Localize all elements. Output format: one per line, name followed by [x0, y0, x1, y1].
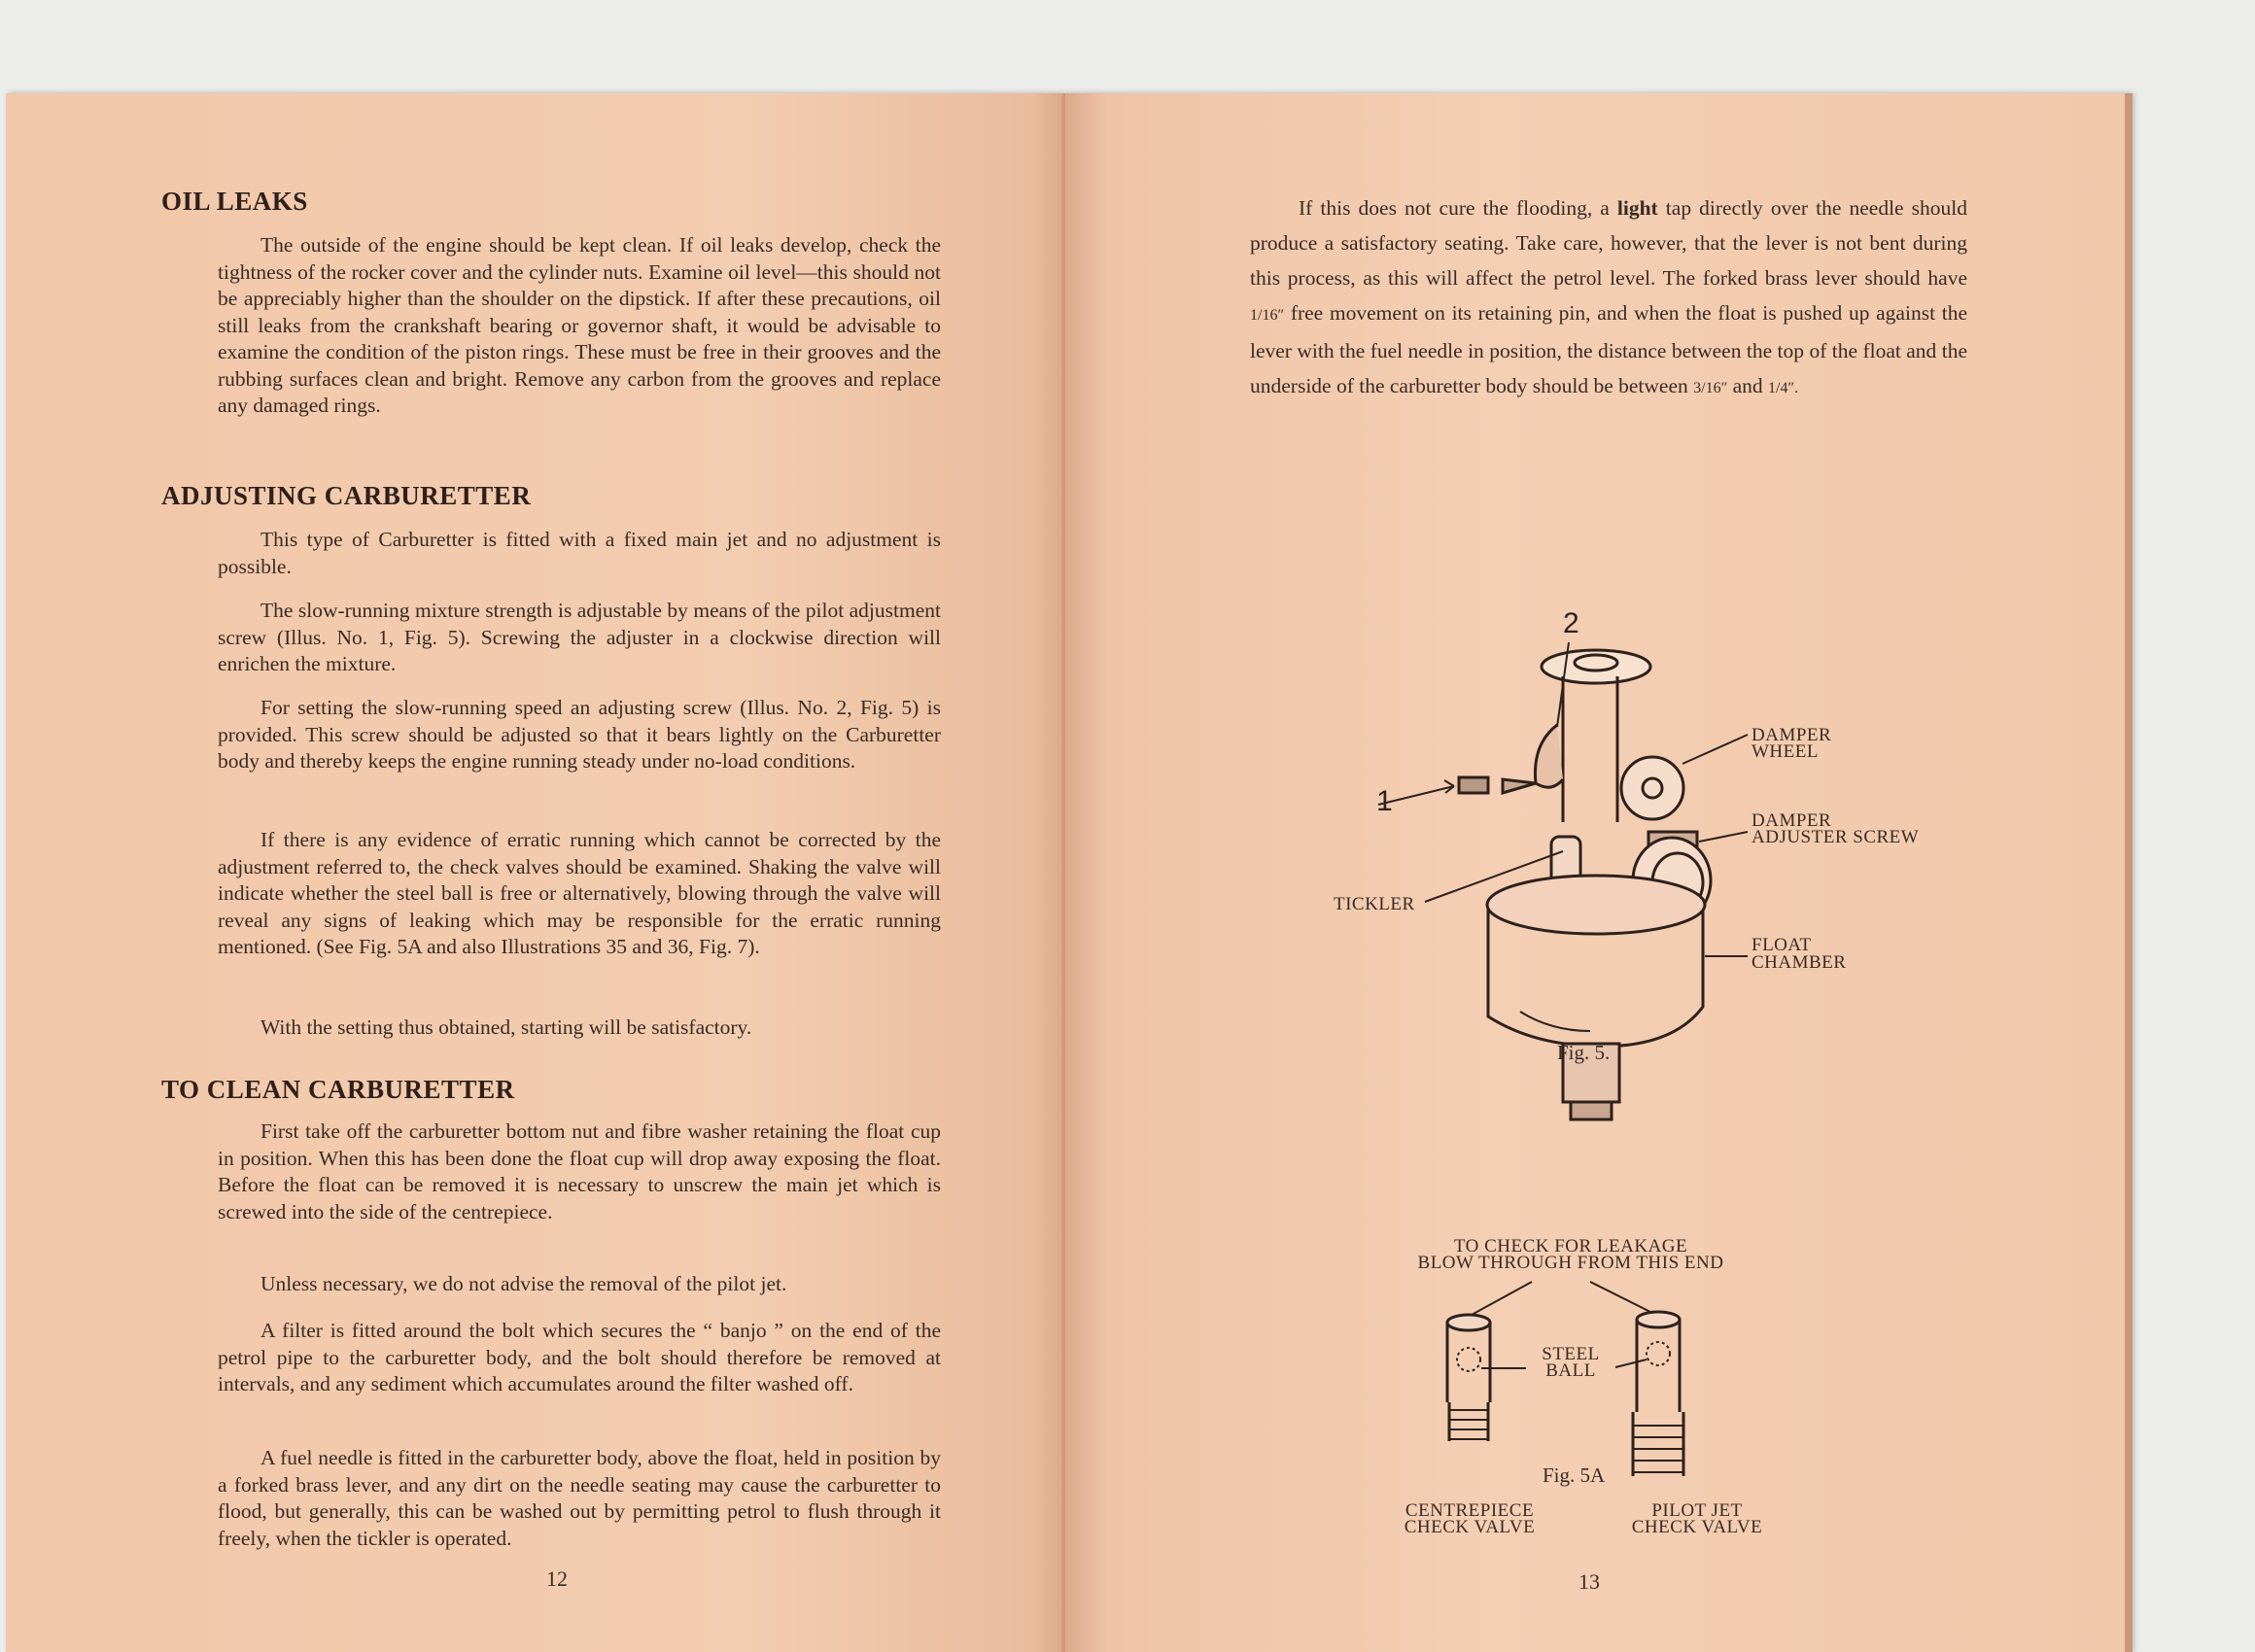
- fig5-label-1: 1: [1376, 785, 1393, 817]
- label-pilot-jet: PILOT JET: [1651, 1500, 1743, 1521]
- label-centrepiece: CENTREPIECE: [1405, 1500, 1535, 1521]
- adjusting-paragraph-4: If there is any evidence of erratic running which cannot be corrected by the adjustment referred to, the check valves should be examined. Shaking the valve will indicate whether the steel ball is free or alternatively, blowing through the valve will reveal any signs of leaking which may be responsible for the erratic running mentioned. (See Fig. 5A and also Illustrations 35 and 36, Fig. 7).: [218, 828, 941, 958]
- heading-oil-leaks: OIL LEAKS: [161, 187, 308, 216]
- adjusting-paragraph-2: The slow-running mixture strength is adjustable by means of the pilot adjustment screw (Illus. No. 1, Fig. 5). Screwing the adjuster in a clockwise direction will enrichen the mixture.: [218, 599, 941, 675]
- flooding-text-1: If this does not cure the flooding, a: [1299, 196, 1610, 220]
- fig5a-title-line1: TO CHECK FOR LEAKAGE: [1453, 1236, 1688, 1256]
- fig5a-caption: Fig. 5A: [1543, 1463, 1606, 1487]
- label-adjuster-screw: ADJUSTER SCREW: [1752, 827, 1920, 847]
- right-page: [1065, 93, 2131, 1652]
- label-tickler: TICKLER: [1334, 894, 1415, 914]
- heading-to-clean-carburetter: TO CLEAN CARBURETTER: [161, 1075, 515, 1104]
- flooding-text-2: tap directly over the needle should produce a satisfactory seating. Take care, however, that the lever is not bent during this process, as this will affect the petrol level. The forked brass lever should have: [1250, 196, 1968, 290]
- flooding-text-and: and: [1732, 374, 1763, 397]
- flooding-text-3: free movement on its retaining pin, and when the float is pushed up against the lever with the fuel needle in position, the distance between the top of the float and the underside of the carburetter body should be between: [1250, 301, 1967, 397]
- flooding-bold-light: light: [1616, 196, 1658, 220]
- adjusting-paragraph-3: For setting the slow-running speed an adjusting screw (Illus. No. 2, Fig. 5) is provided. This screw should be adjusted so that it bears lightly on the Carburetter body and thereby keeps the engine running steady under no-load conditions.: [218, 696, 941, 773]
- adjusting-paragraph-1: This type of Carburetter is fitted with a fixed main jet and no adjustment is possible.: [218, 528, 941, 578]
- clean-paragraph-3: A filter is fitted around the bolt which secures the “ banjo ” on the end of the petrol pipe to the carburetter body, and the bolt should therefore be removed at intervals, and any sediment which accumulates around the filter washed off.: [218, 1319, 941, 1395]
- clean-paragraph-1: First take off the carburetter bottom nut and fibre washer retaining the float cup in position. When this has been done the float cup will drop away exposing the float. Before the float can be removed it is necessary to unscrew the main jet which is screwed into the side of the centrepiece.: [218, 1119, 941, 1223]
- label-chamber: CHAMBER: [1752, 952, 1847, 973]
- fig5-caption: Fig. 5.: [1557, 1041, 1611, 1064]
- clean-paragraph-4: A fuel needle is fitted in the carburetter body, above the float, held in position by a forked brass lever, and any dirt on the needle seating may cause the carburetter to flood, but generally, this can be washed out by permitting petrol to flush through it freely, when the tickler is operated.: [218, 1446, 941, 1550]
- page-number-left: 12: [546, 1566, 568, 1591]
- label-steel: STEEL: [1542, 1344, 1600, 1364]
- label-float: FLOAT: [1752, 935, 1812, 955]
- fig5-carburetter-diagram: [1308, 501, 2047, 1123]
- page-number-right: 13: [1578, 1569, 1600, 1594]
- adjusting-paragraph-5: With the setting thus obtained, starting will be satisfactory.: [260, 1015, 752, 1039]
- label-centrepiece-check-valve: CHECK VALVE: [1404, 1517, 1536, 1537]
- clean-paragraph-2: Unless necessary, we do not advise the removal of the pilot jet.: [260, 1272, 787, 1295]
- oil-leaks-paragraph: The outside of the engine should be kept clean. If oil leaks develop, check the tightness of the rocker cover and the cylinder nuts. Examine oil level—this should not be appreciably higher than the shoulder on the dipstick. If after these precautions, oil still leaks from the crankshaft bearing or governor shaft, it would be advisable to examine the condition of the piston rings. These must be free in their grooves and the rubbing surfaces clean and bright. Remove any carbon from the grooves and replace any damaged rings.: [218, 233, 941, 417]
- heading-adjusting-carburetter: ADJUSTING CARBURETTER: [161, 481, 532, 510]
- left-page: [6, 93, 1065, 1652]
- label-ball: BALL: [1545, 1360, 1596, 1381]
- fraction-one-quarter: 1/4″.: [1768, 380, 1799, 396]
- label-wheel: WHEEL: [1752, 741, 1819, 762]
- fig5a-title-line2: BLOW THROUGH FROM THIS END: [1417, 1253, 1724, 1273]
- label-damper-adj: DAMPER: [1752, 810, 1832, 831]
- fraction-three-sixteenths: 3/16″: [1693, 380, 1728, 396]
- label-damper: DAMPER: [1752, 725, 1832, 745]
- label-pilot-jet-check-valve: CHECK VALVE: [1631, 1517, 1763, 1537]
- booklet-edge: [2125, 93, 2133, 1652]
- booklet-spread: [6, 93, 2131, 1652]
- flooding-paragraph: [1250, 190, 1967, 406]
- fraction-one-sixteenth: 1/16″: [1250, 307, 1285, 324]
- fig5-label-2: 2: [1563, 607, 1579, 639]
